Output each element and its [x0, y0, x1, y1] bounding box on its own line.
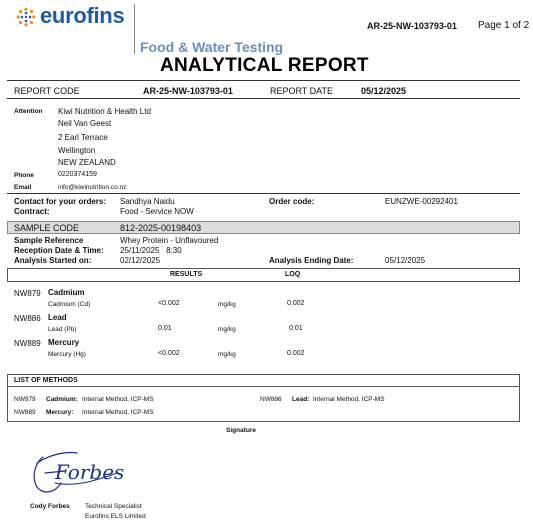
- logo-text: eurofins: [40, 3, 125, 28]
- result-unit: mg/kg: [218, 351, 236, 358]
- method-name: Mercury:: [46, 409, 74, 416]
- report-bar-bottom-line: [7, 98, 520, 99]
- sample-code-bar: [7, 221, 520, 234]
- test-name: Mercury: [48, 338, 80, 347]
- loq-value: 0.002: [287, 350, 305, 357]
- result-unit: mg/kg: [218, 301, 236, 308]
- attention-company: Kiwi Nutrition & Health Ltd: [58, 107, 151, 116]
- eurofins-logo-icon: [16, 7, 36, 27]
- test-name: Cadmium: [48, 288, 85, 297]
- test-name: Lead: [48, 313, 67, 322]
- sample-ref-label: Sample Reference: [14, 236, 84, 245]
- test-code: NW879: [14, 289, 41, 298]
- contact-value: Sandhya Naidu: [120, 197, 175, 206]
- order-code-label: Order code:: [269, 197, 315, 206]
- analysis-started-value: 02/12/2025: [120, 256, 161, 265]
- page-indicator: Page 1 of 2: [478, 20, 530, 31]
- result-value: <0.002: [158, 350, 180, 357]
- contract-label: Contract:: [14, 207, 50, 216]
- analysis-ending-value: 05/12/2025: [385, 256, 426, 265]
- method-desc: Internal Method, ICP-MS: [313, 396, 385, 403]
- phone-value: 0220374159: [58, 171, 97, 178]
- signatory-role: Technical Specialist: [85, 503, 142, 510]
- sample-code-value: 812-2025-00198403: [120, 223, 202, 233]
- method-code: NW886: [260, 396, 282, 403]
- report-date-label: REPORT DATE: [270, 86, 334, 96]
- test-code: NW889: [14, 339, 41, 348]
- analysis-started-label: Analysis Started on:: [14, 256, 92, 265]
- report-date-value: 05/12/2025: [361, 86, 407, 96]
- method-name: Lead:: [292, 396, 310, 403]
- reception-value: 25/11/2025 8:30: [120, 246, 182, 255]
- contact-label: Contact for your orders:: [14, 197, 107, 206]
- handwritten-signature: [25, 443, 125, 499]
- reception-label: Reception Date & Time:: [14, 246, 104, 255]
- analyte-name: Mercury (Hg): [48, 351, 86, 358]
- contract-value: Food - Service NOW: [120, 207, 194, 216]
- contact-top-line: [7, 193, 520, 194]
- report-code-label: REPORT CODE: [14, 86, 80, 96]
- method-name: Cadmium:: [46, 396, 78, 403]
- loq-value: 0.01: [289, 325, 303, 332]
- signature-handwriting: Forbes: [55, 460, 125, 484]
- sample-ref-value: Whey Protein - Unflavoured: [120, 236, 219, 245]
- email-value: info@kiwinutrition.co.nz: [58, 184, 127, 191]
- sample-code-label: SAMPLE CODE: [14, 223, 80, 233]
- attention-street: 2 Earl Terrace: [58, 133, 108, 142]
- method-code: NW879: [14, 396, 36, 403]
- email-label: Email: [14, 184, 32, 191]
- signatory-org: Eurofins ELS Limited: [85, 513, 146, 520]
- signatory-name: Cody Forbes: [30, 503, 70, 510]
- attention-country: NEW ZEALAND: [58, 158, 116, 167]
- report-bar-top-line: [7, 80, 520, 81]
- result-value: 0.01: [158, 325, 172, 332]
- analyte-name: Cadmium (Cd): [48, 301, 91, 308]
- method-code: NW889: [14, 409, 36, 416]
- signature-label: Signature: [226, 427, 256, 434]
- analyte-name: Lead (Pb): [48, 326, 77, 333]
- result-value: <0.002: [158, 300, 180, 307]
- report-title: ANALYTICAL REPORT: [160, 55, 369, 76]
- loq-value: 0.002: [287, 300, 305, 307]
- results-column-header: RESULTS: [170, 271, 203, 278]
- analysis-ending-label: Analysis Ending Date:: [269, 256, 354, 265]
- attention-person: Neil Van Geest: [58, 119, 112, 128]
- report-subtitle: Food & Water Testing: [140, 39, 284, 55]
- loq-column-header: LOQ: [285, 271, 301, 278]
- result-unit: mg/kg: [218, 326, 236, 333]
- attention-label: Attention: [14, 108, 43, 115]
- phone-label: Phone: [14, 172, 34, 179]
- attention-city: Wellington: [58, 146, 96, 155]
- order-code-value: EUNZWE-00292401: [385, 197, 458, 206]
- header-divider: [134, 4, 135, 54]
- header-report-ref: AR-25-NW-103793-01: [367, 21, 457, 31]
- method-desc: Internal Method, ICP-MS: [82, 409, 154, 416]
- report-code-value: AR-25-NW-103793-01: [143, 86, 233, 96]
- methods-title: LIST OF METHODS: [14, 377, 78, 384]
- test-code: NW886: [14, 314, 41, 323]
- results-header-box: [7, 268, 520, 282]
- methods-divider: [7, 386, 520, 387]
- method-desc: Internal Method, ICP-MS: [82, 396, 154, 403]
